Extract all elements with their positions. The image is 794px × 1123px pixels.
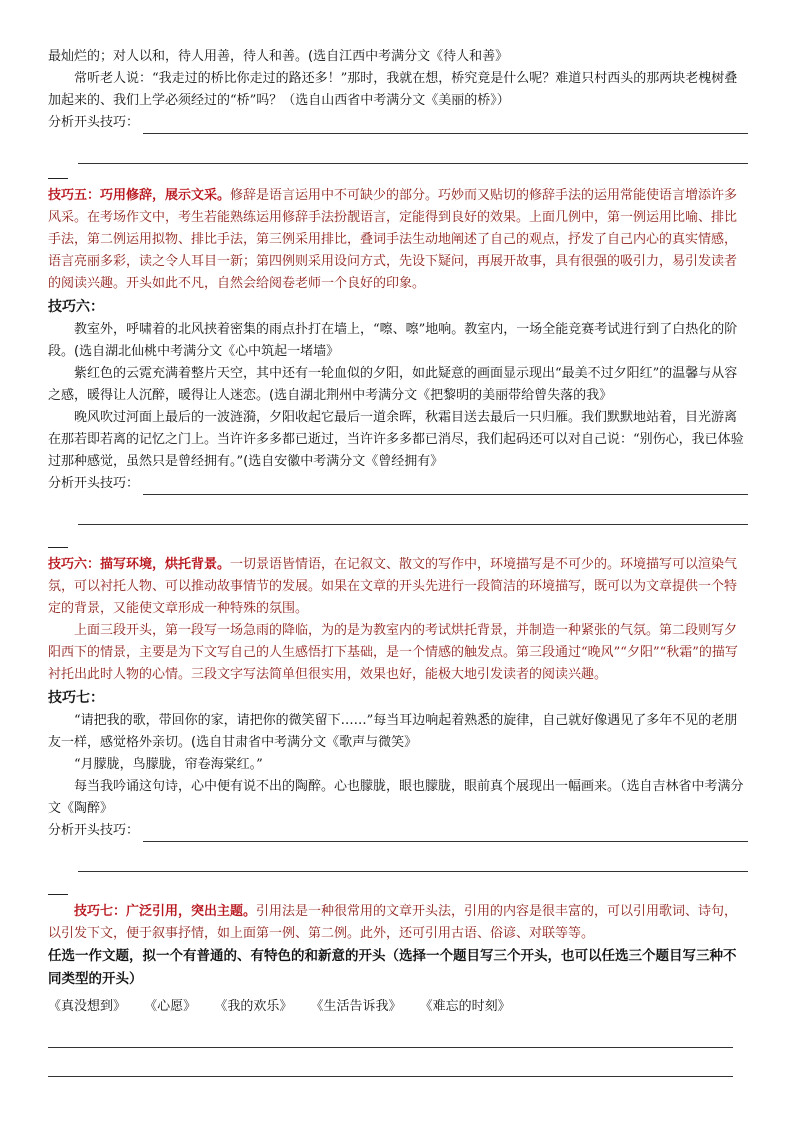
exercise-title: 《生活告诉我》	[310, 999, 402, 1014]
tip7-heading: 技巧七：	[48, 690, 104, 706]
exercise-title: 《真没想到》	[48, 999, 127, 1014]
exercise-title: 《难忘的时刻》	[419, 999, 511, 1014]
tip5-paragraph: 技巧五：巧用修辞，展示文采。修辞是语言运用中不可缺少的部分。巧妙而又贴切的修辞手法的运用常能使语言增添许多风采。在考场作文中，考生若能熟练运用修辞手法扮靓语言，定能得到良好的效果。上面几例中，第一例运用比喻、排比手法，第二例运用拟物、排比手法，第三例采用排比，叠词手法生动地阐述了自己的观点，抒发了自己内心的真实情感，语言亮丽多彩，读之令人耳目一新；第四例则采用设问方式，先设下疑问，再展开故事，具有很强的吸引力，易引发读者的阅读兴趣。开头如此不凡，自然会给阅卷老师一个良好的印象。	[48, 188, 738, 291]
tip7-example-1: “请把我的歌，带回你的家，请把你的微笑留下……”每当耳边响起着熟悉的旋律，自己就好像遇见了多年不见的老朋友一样，感觉格外亲切。(选自甘肃省中考满分文《歌声与微笑》	[48, 713, 738, 750]
answer-line-row[interactable]	[48, 495, 748, 525]
tip6-example-2: 紫红色的云霓充满着整片天空，其中还有一轮血似的夕阳，如此疑意的画面显示现出“最美不过夕阳红”的温馨与从容之感，暖得让人沉醉，暖得让人迷恋。(选自湖北荆州中考满分文《把黎明的美丽带给曾失落的我》	[48, 366, 738, 403]
answer-line[interactable]	[143, 478, 748, 495]
analysis-row-1: 分析开头技巧：	[48, 112, 748, 134]
exercise-title: 《我的欢乐》	[214, 999, 293, 1014]
top-paragraph-2: 常听老人说：“我走过的桥比你走过的路还多！”那时，我就在想，桥究竟是什么呢？难道只村西头的那两块老槐树叠加起来的、我们上学必须经过的“桥”吗？（选自山西省中考满分文《美丽的桥》）	[48, 71, 738, 108]
divider-dash	[48, 880, 68, 895]
answer-line-row[interactable]	[48, 842, 748, 872]
tip5-title: 技巧五：巧用修辞，展示文采。	[48, 188, 231, 203]
writing-line[interactable]	[48, 1019, 733, 1048]
tip6-heading: 技巧六：	[48, 299, 104, 315]
divider-dash	[48, 533, 68, 548]
document-page	[48, 46, 748, 1077]
tip7-paragraph: 技巧七：广泛引用，突出主题。引用法是一种很常用的文章开头法，引用的内容是很丰富的，可以引用歌词、诗句，以引发下文，便于叙事抒情，如上面第一例、第二例。此外，还可引用古语、俗谚、对联等等。	[48, 904, 738, 941]
tip7-example-2: “月朦胧，鸟朦胧，帘卷海棠红。”	[74, 757, 263, 772]
divider-dash	[48, 164, 68, 179]
tip7-title: 技巧七：广泛引用，突出主题。	[74, 904, 257, 919]
analysis-row-3: 分析开头技巧：	[48, 820, 748, 842]
tip7-example-3: 每当我吟诵这句诗，心中便有说不出的陶醉。心也朦胧，眼也朦胧，眼前真个展现出一幅画来。（选自吉林省中考满分文《陶醉》	[48, 779, 744, 816]
analysis-row-2: 分析开头技巧：	[48, 473, 748, 495]
tip6-paragraph-2: 上面三段开头，第一段写一场急雨的降临，为的是为教室内的考试烘托背景，并制造一种紧张的气氛。第二段则写夕阳西下的情景，主要是为下文写自己的人生感悟打下基础，是一个情感的触发点。第三段通过“晚风”“夕阳”“秋霜”的描写衬托出此时人物的心情。三段文字写法简单但很实用，效果也好，能极大地引发读者的阅读兴趣。	[48, 623, 738, 682]
writing-line[interactable]	[48, 1048, 733, 1077]
exercise-title: 《心愿》	[144, 999, 197, 1014]
tip6-title: 技巧六：描写环境，烘托背景。	[48, 557, 231, 572]
answer-line[interactable]	[143, 825, 748, 842]
answer-line-row[interactable]	[48, 134, 748, 164]
tip6-example-3: 晚风吹过河面上最后的一波涟漪，夕阳收起它最后一道余晖，秋霜目送去最后一只归雁。我们默默地站着，目光游离在那若即若离的记忆之门上。当许许多多都已逝过，当许许多多都已消尽，我们起码还可以对自己说：“别伤心，我已体验过那种感觉，虽然只是曾经拥有。”(选自安徽中考满分文《曾经拥有》	[48, 410, 744, 469]
exercise-instruction: 任选一作文题，拟一个有普通的、有特色的和新意的开头（选择一个题目写三个开头，也可以任选三个题目写三种不同类型的开头）	[48, 948, 737, 987]
tip6-example-1: 教室外，呼啸着的北风挟着密集的雨点扑打在墙上，“嚓、嚓”地响。教室内，一场全能竞赛考试进行到了白热化的阶段。(选自湖北仙桃中考满分文《心中筑起一堵墙》	[48, 322, 738, 359]
answer-line[interactable]	[143, 117, 748, 134]
tip6-paragraph-1: 技巧六：描写环境，烘托背景。一切景语皆情语，在记叙文、散文的写作中，环境描写是不可少的。环境描写可以渲染气氛，可以衬托人物、可以推动故事情节的发展。如果在文章的开头先进行一段简洁的环境描写，既可以为文章提供一个特定的背景，又能使文章形成一种特殊的氛围。	[48, 557, 738, 616]
exercise-title-list	[48, 995, 748, 1019]
top-paragraph-1: 最灿烂的；对人以和，待人用善，待人和善。(选自江西中考满分文《待人和善》	[48, 49, 509, 64]
